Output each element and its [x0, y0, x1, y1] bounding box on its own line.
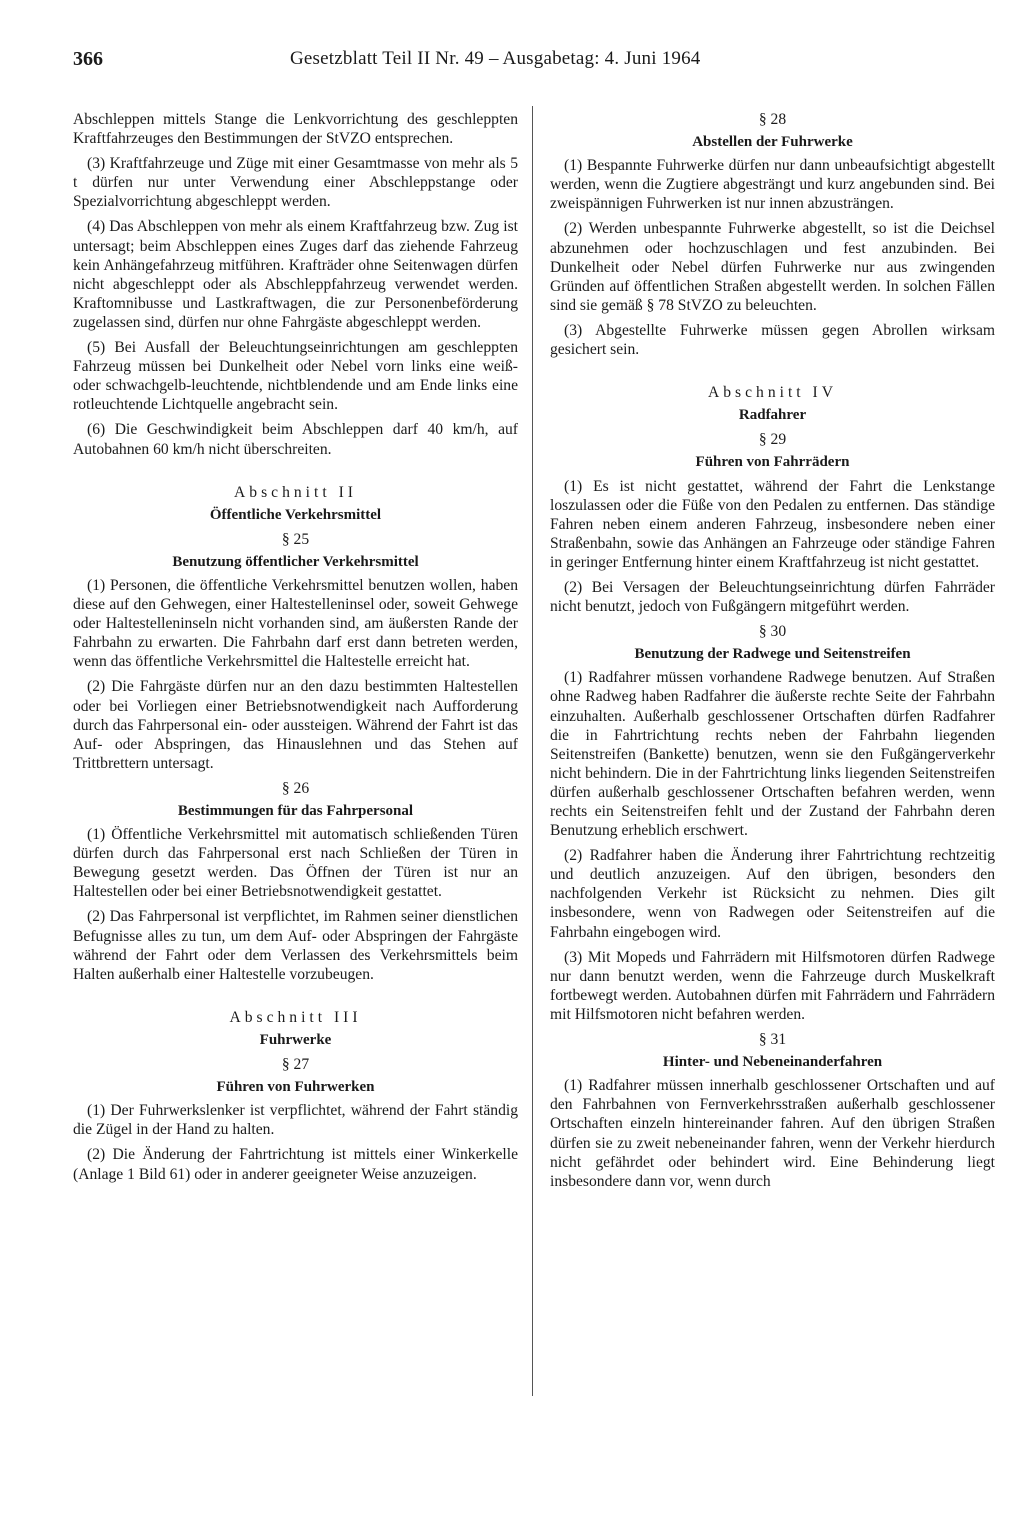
page-number: 366 [73, 48, 103, 70]
abschnitt-title: Öffentliche Verkehrsmittel [209, 506, 382, 523]
paragraph: (2) Werden unbespannte Fuhrwerke abgestellt, so ist die Deichsel abzunehmen oder hochzuschlagen und fest anzubinden. Bei Dunkelheit oder Nebel dürfen Fuhrwerke nur aus zwingenden Gründen auf öffentlichen Straßen abgestellt werden. In solchen Fällen sind sie gemäß § 78 StVZO zu beleuchten. [550, 220, 995, 314]
section-heading: Führen von Fahrrädern [695, 454, 850, 471]
section-number: § 27 [281, 1056, 310, 1074]
section-number: § 28 [758, 111, 787, 128]
paragraph: (1) Es ist nicht gestattet, während der Fahrt die Lenkstange loszulassen oder die Füße von den Pedalen zu entfernen. Das ständige Fahren neben einem anderen Fahrzeug, insbesondere neben einer Straßenbahn, sowie das Anhängen an Fahrzeuge oder ständige Fahren in geringer Entfernung hinter einem Kraftfahrzeug ist nicht gestattet. [550, 477, 995, 571]
paragraph: (1) Radfahrer müssen innerhalb geschlossener Ortschaften und auf den Fahrbahnen von Fernverkehrsstraßen außerhalb geschlossener Ortschaften einzeln hintereinander fahren. Auf den übrigen Straßen dürfen sie zu zweit nebeneinander fahren, wenn der Verkehr hierdurch nicht gefährdet oder behindert wird. Eine Behinderung liegt insbesondere dann vor, wenn durch [550, 1077, 995, 1190]
abschnitt-heading: Abschnitt II [234, 483, 357, 501]
paragraph: (2) Bei Versagen der Beleuchtungseinrichtung dürfen Fahrräder nicht benutzt, jedoch von Fußgängern mitgeführt werden. [550, 578, 995, 616]
paragraph: (1) Bespannte Fuhrwerke dürfen nur dann unbeaufsichtigt abgestellt werden, wenn die Zugtiere abgesträngt und kurz angebunden sind. Bei zweispännigen Fuhrwerken ist nur innen abzusträngen. [550, 157, 995, 213]
paragraph: (4) Das Abschleppen von mehr als einem Kraftfahrzeug bzw. Zug ist untersagt; beim Abschleppen eines Zuges darf das ziehende Fahrzeug kein Anhängefahrzeug mitführen. Krafträder ohne Seitenwagen dürfen nicht abgeschleppt oder als Abschleppfahrzeug verwendet werden. Kraftomnibusse und Lastkraftwagen, die zur Personenbeförderung zugelassen sind, dürfen nur ohne Fahrgäste abgeschleppt werden. [73, 218, 518, 331]
paragraph: (2) Die Änderung der Fahrtrichtung ist mittels einer Winkerkelle (Anlage 1 Bild 61) oder in anderer geeigneter Weise anzuzeigen. [73, 1146, 518, 1183]
section-number: § 26 [281, 779, 310, 797]
paragraph: Abschleppen mittels Stange die Lenkvorrichtung des geschleppten Kraftfahrzeuges den Bestimmungen der StVZO entsprechen. [73, 111, 518, 148]
paragraph: (2) Die Fahrgäste dürfen nur an den dazu bestimmten Haltestellen oder bei Vorliegen einer Betriebsnotwendigkeit nach Aufforderung durch das Fahrpersonal ein- oder aussteigen. Während der Fahrt ist das Auf- oder Abspringen, das Hinauslehnen und das Stehen auf Trittbrettern untersagt. [73, 678, 518, 772]
paragraph: (1) Radfahrer müssen vorhandene Radwege benutzen. Auf Straßen ohne Radweg haben Radfahrer die äußerste rechte Seite der Fahrbahn einzuhalten. Außerhalb geschlossener Ortschaften dürfen Radfahrer die in Fahrtrichtung rechts neben der Fahrbahn liegenden Seitenstreifen (Bankette) benutzen, wenn sie den Fußgängerverkehr nicht behindern. Die in der Fahrtrichtung links liegenden Seitenstreifen dürfen außerhalb geschlossener Ortschaften befahren werden, wenn rechts ein Seitenstreifen fehlt und der Zustand der Fahrbahn deren Benutzung erheblich erschwert. [550, 669, 995, 840]
section-heading: Hinter- und Nebeneinanderfahren [662, 1054, 883, 1071]
paragraph: (6) Die Geschwindigkeit beim Abschleppen darf 40 km/h, auf Autobahnen 60 km/h nicht überschreiten. [73, 421, 518, 458]
right-column [550, 110, 995, 1197]
section-heading: Abstellen der Fuhrwerke [692, 134, 853, 151]
abschnitt-heading: Abschnitt IV [708, 384, 837, 402]
section-number: § 30 [758, 623, 787, 641]
paragraph: (1) Der Fuhrwerkslenker ist verpflichtet, während der Fahrt ständig die Zügel in der Hand zu halten. [73, 1102, 518, 1139]
abschnitt-title: Radfahrer [738, 407, 807, 424]
paragraph: (1) Öffentliche Verkehrsmittel mit automatisch schließenden Türen dürfen durch das Fahrpersonal erst nach Schließen der Türen in Bewegung gesetzt werden. Das Öffnen der Türen ist nur an Haltestellen oder bei einer Betriebsnotwendigkeit gestattet. [73, 826, 518, 901]
page-header [73, 48, 979, 78]
abschnitt-heading: Abschnitt III [229, 1008, 362, 1026]
running-title: Gesetzblatt Teil II Nr. 49 – Ausgabetag: 4. Juni 1964 [290, 48, 701, 69]
section-number: § 31 [758, 1031, 787, 1049]
abschnitt-title: Fuhrwerke [259, 1031, 332, 1048]
section-number: § 29 [758, 431, 787, 449]
section-heading: Benutzung der Radwege und Seitenstreifen [634, 646, 911, 663]
paragraph: (3) Mit Mopeds und Fahrrädern mit Hilfsmotoren dürfen Radwege nur dann benutzt werden, wenn die Fahrzeuge durch Muskelkraft fortbewegt werden. Autobahnen dürfen mit Fahrrädern und Fahrrädern mit Hilfsmotoren nicht befahren werden. [550, 948, 995, 1023]
paragraph: (2) Radfahrer haben die Änderung ihrer Fahrtrichtung rechtzeitig und deutlich anzuzeigen. Auf den übrigen, besonders den nachfolgenden Verkehr ist Rücksicht zu nehmen. Dies gilt insbesondere, wenn von Radwegen oder Seitenstreifen auf die Fahrbahn eingebogen wird. [550, 847, 995, 941]
section-heading: Bestimmungen für das Fahrpersonal [177, 803, 414, 819]
left-column [73, 110, 518, 1190]
paragraph: (1) Personen, die öffentliche Verkehrsmittel benutzen wollen, haben diese auf den Gehwegen, einer Haltestelleninsel oder, soweit Gehwege oder Haltestelleninseln nicht vorhanden sind, am äußersten Rande der Fahrbahn zu erwarten. Die Fahrbahn darf erst dann betreten werden, wenn das öffentliche Verkehrsmittel die Haltestelle erreicht hat. [73, 576, 518, 671]
paragraph: (2) Das Fahrpersonal ist verpflichtet, im Rahmen seiner dienstlichen Befugnisse alles zu tun, um dem Auf- oder Abspringen der Fahrgäste während der Fahrt oder dem Verlassen des Verkehrsmittels beim Halten außerhalb einer Haltestelle vorzubeugen. [73, 908, 518, 983]
paragraph: (3) Kraftfahrzeuge und Züge mit einer Gesamtmasse von mehr als 5 t dürfen nur unter Verwendung einer Abschleppstange oder Spezialvorrichtung abgeschleppt werden. [73, 155, 518, 211]
paragraph: (3) Abgestellte Fuhrwerke müssen gegen Abrollen wirksam gesichert sein. [550, 321, 995, 359]
column-divider [532, 106, 533, 1396]
paragraph: (5) Bei Ausfall der Beleuchtungseinrichtungen am geschleppten Fahrzeug müssen bei Dunkelheit oder Nebel vorn links eine weiß- oder schwachgelb-leuchtende, nichtblendende und am Ende links eine rotleuchtende Lichtquelle angebracht sein. [73, 339, 518, 414]
section-heading: Führen von Fuhrwerken [216, 1079, 375, 1096]
section-number: § 25 [281, 530, 310, 548]
section-heading: Benutzung öffentlicher Verkehrsmittel [172, 553, 419, 570]
